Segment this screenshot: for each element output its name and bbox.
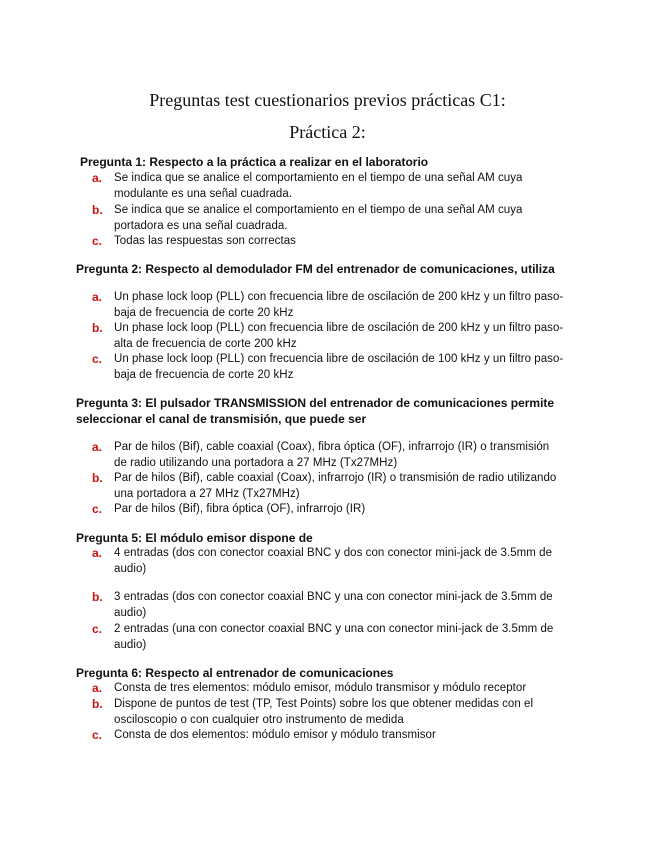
option-letter: a.: [92, 440, 103, 454]
option-text: Par de hilos (Bif), cable coaxial (Coax), fibra óptica (OF), infrarrojo (IR) o transmisión de radio utilizando una portadora a 27 MHz (Tx27MHz): [114, 441, 550, 469]
option-letter: c.: [92, 622, 103, 636]
option-letter: c.: [92, 728, 103, 742]
option-text: Se indica que se analice el comportamiento en el tiempo de una señal AM cuya portadora es una señal cuadrada.: [114, 204, 523, 232]
question-6-title: Pregunta 6: Respecto al entrenador de comunicaciones: [76, 666, 394, 680]
option-text: Consta de dos elementos: módulo emisor y módulo transmisor: [114, 729, 436, 741]
option-letter: a.: [92, 681, 103, 695]
option-text: Par de hilos (Bif), fibra óptica (OF), infrarrojo (IR): [114, 503, 366, 515]
option-text: Dispone de puntos de test (TP, Test Points) sobre los que obtener medidas con el osciloscopio o con cualquier otro instrumento de medida: [114, 698, 534, 726]
option-text: 3 entradas (dos con conector coaxial BNC y una con conector mini-jack de 3.5mm de audio): [114, 591, 553, 619]
document-title: Preguntas test cuestionarios previos prácticas C1:: [149, 90, 506, 110]
option-letter: c.: [92, 234, 103, 248]
question-3-title: Pregunta 3: El pulsador TRANSMISSION del entrenador de comunicaciones permite seleccionar el canal de transmisión, que puede ser: [76, 396, 555, 426]
option-letter: b.: [92, 203, 103, 217]
option-letter: c.: [92, 502, 103, 516]
option-letter: c.: [92, 352, 103, 366]
option-text: Se indica que se analice el comportamiento en el tiempo de una señal AM cuya modulante es una señal cuadrada.: [114, 172, 523, 200]
option-letter: a.: [92, 171, 103, 185]
option-text: Un phase lock loop (PLL) con frecuencia libre de oscilación de 200 kHz y un filtro paso-alta de frecuencia de corte 200 kHz: [114, 322, 564, 350]
option-letter: a.: [92, 546, 103, 560]
question-5-title: Pregunta 5: El módulo emisor dispone de: [76, 531, 313, 545]
option-text: Todas las respuestas son correctas: [114, 235, 296, 247]
question-2-title: Pregunta 2: Respecto al demodulador FM del entrenador de comunicaciones, utiliza: [76, 262, 555, 276]
question-1-title: Pregunta 1: Respecto a la práctica a realizar en el laboratorio: [80, 155, 429, 169]
option-letter: b.: [92, 321, 103, 335]
option-text: 2 entradas (una con conector coaxial BNC y una con conector mini-jack de 3.5mm de audio): [114, 623, 554, 651]
option-letter: b.: [92, 697, 103, 711]
document-subtitle: Práctica 2:: [289, 122, 366, 142]
option-text: Un phase lock loop (PLL) con frecuencia libre de oscilación de 100 kHz y un filtro paso-baja de frecuencia de corte 20 kHz: [114, 353, 564, 381]
option-text: 4 entradas (dos con conector coaxial BNC y dos con conector mini-jack de 3.5mm de audio): [114, 547, 553, 575]
option-text: Par de hilos (Bif), cable coaxial (Coax), infrarrojo (IR) o transmisión de radio utilizando una portadora a 27 MHz (Tx27MHz): [114, 472, 557, 500]
option-text: Un phase lock loop (PLL) con frecuencia libre de oscilación de 200 kHz y un filtro paso-baja de frecuencia de corte 20 kHz: [114, 291, 564, 319]
option-letter: b.: [92, 590, 103, 604]
option-letter: a.: [92, 290, 103, 304]
option-text: Consta de tres elementos: módulo emisor, módulo transmisor y módulo receptor: [114, 682, 527, 694]
option-letter: b.: [92, 471, 103, 485]
